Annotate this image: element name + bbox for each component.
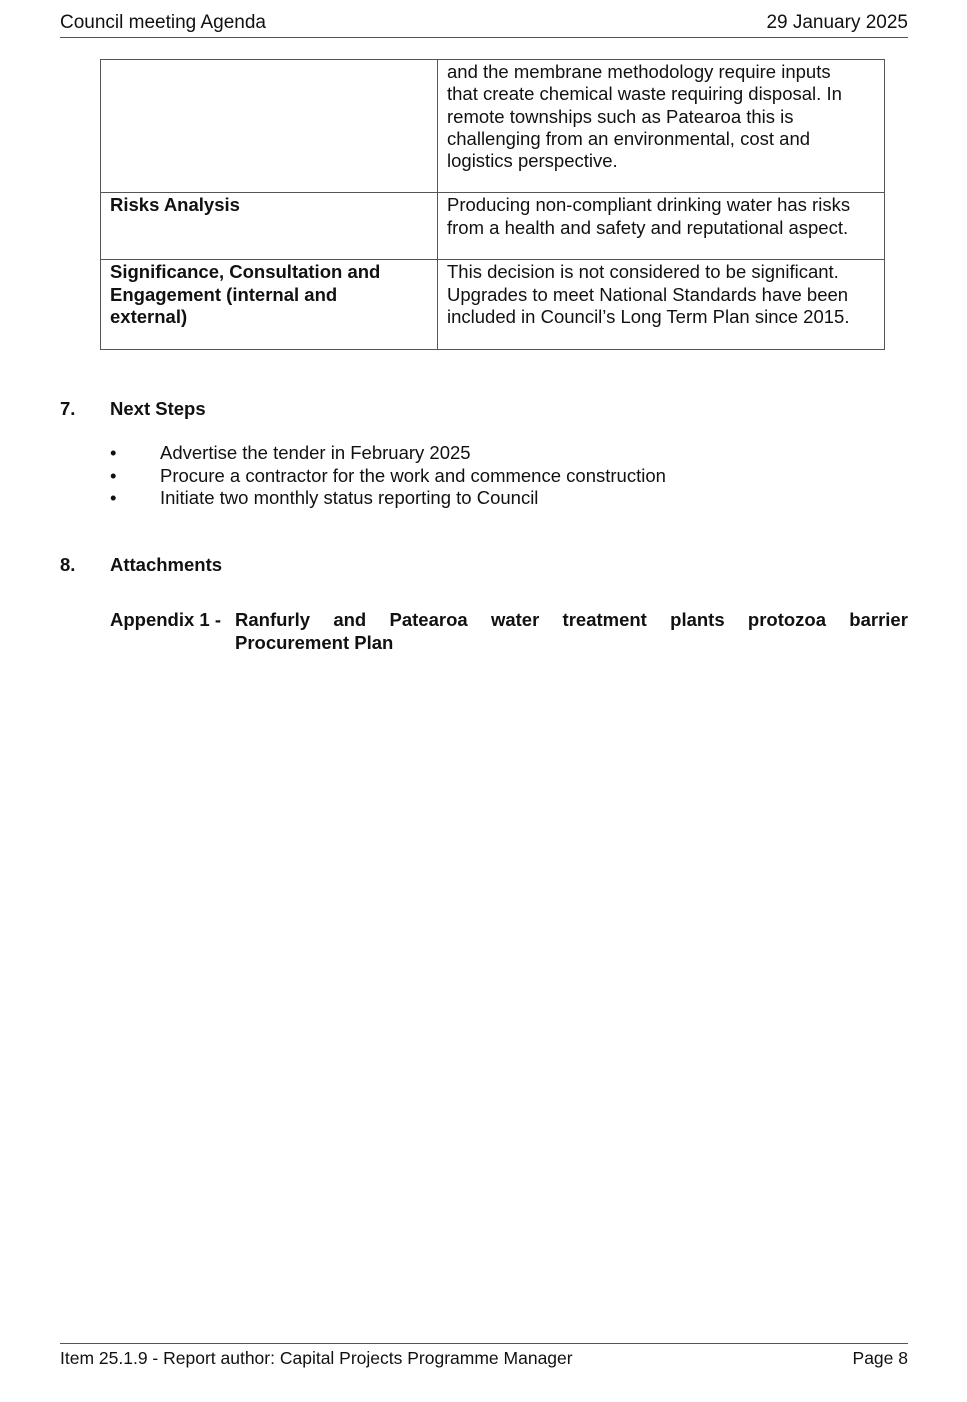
appendix-word: water [490, 609, 540, 630]
appendix-entry [110, 609, 908, 654]
table-row-text [438, 60, 885, 193]
header-title: Council meeting Agenda [60, 12, 266, 33]
appendix-title-line: Procurement Plan [235, 631, 394, 653]
text-line: and the membrane methodology require inputs [447, 61, 831, 82]
section-title: Next Steps [110, 398, 206, 419]
label-line: external) [110, 306, 188, 328]
list-item-text: Advertise the tender in February 2025 [160, 442, 471, 463]
appendix-word: barrier [849, 609, 908, 630]
table-row-label [101, 260, 438, 350]
appendix-word: and [333, 609, 367, 630]
section-number: 7. [60, 398, 76, 419]
text-line: logistics perspective. [447, 150, 618, 172]
list-item [110, 487, 666, 510]
implications-table [100, 59, 885, 350]
table-row [101, 260, 885, 350]
appendix-word: Patearoa [389, 609, 468, 630]
appendix-title-line [235, 609, 908, 632]
header-date: 29 January 2025 [766, 12, 908, 33]
bullet-icon: • [110, 442, 117, 463]
next-steps-list [110, 442, 666, 510]
appendix-label: Appendix 1 - [110, 609, 222, 630]
appendix-word: treatment [562, 609, 647, 630]
table-row-text [438, 260, 885, 350]
label-line: Significance, Consultation and [110, 261, 381, 283]
appendix-word: protozoa [747, 609, 827, 630]
page-footer [60, 1343, 908, 1368]
list-item-text: Initiate two monthly status reporting to Council [160, 487, 539, 508]
text-line: This decision is not considered to be significant. [447, 261, 839, 283]
list-item-text: Procure a contractor for the work and commence construction [160, 464, 666, 486]
table-row-label [101, 60, 438, 193]
table-row-label: Risks Analysis [101, 193, 438, 260]
text-line: remote townships such as Patearoa this is [447, 105, 794, 127]
appendix-word: Ranfurly [235, 609, 311, 630]
footer-item: Item 25.1.9 - Report author: Capital Projects Programme Manager [60, 1348, 573, 1368]
label-line: Engagement (internal and [110, 283, 338, 305]
text-line: Upgrades to meet National Standards have been [447, 283, 849, 305]
table-row [101, 193, 885, 260]
bullet-icon: • [110, 487, 117, 508]
list-item [110, 465, 666, 488]
table-row-text [438, 193, 885, 260]
text-line: Producing non-compliant drinking water has risks [447, 194, 851, 216]
table-row [101, 60, 885, 193]
text-line: challenging from an environmental, cost and [447, 127, 811, 149]
text-line: that create chemical waste requiring disposal. In [447, 83, 842, 105]
appendix-title [235, 609, 908, 654]
page-header [60, 10, 908, 38]
list-item [110, 442, 666, 465]
text-line: included in Council’s Long Term Plan since 2015. [447, 306, 850, 328]
section-title: Attachments [110, 554, 223, 575]
text-line: from a health and safety and reputational aspect. [447, 216, 849, 238]
footer-page-number: Page 8 [852, 1348, 908, 1368]
appendix-word: plants [670, 609, 725, 630]
bullet-icon: • [110, 464, 117, 486]
section-number: 8. [60, 554, 76, 575]
